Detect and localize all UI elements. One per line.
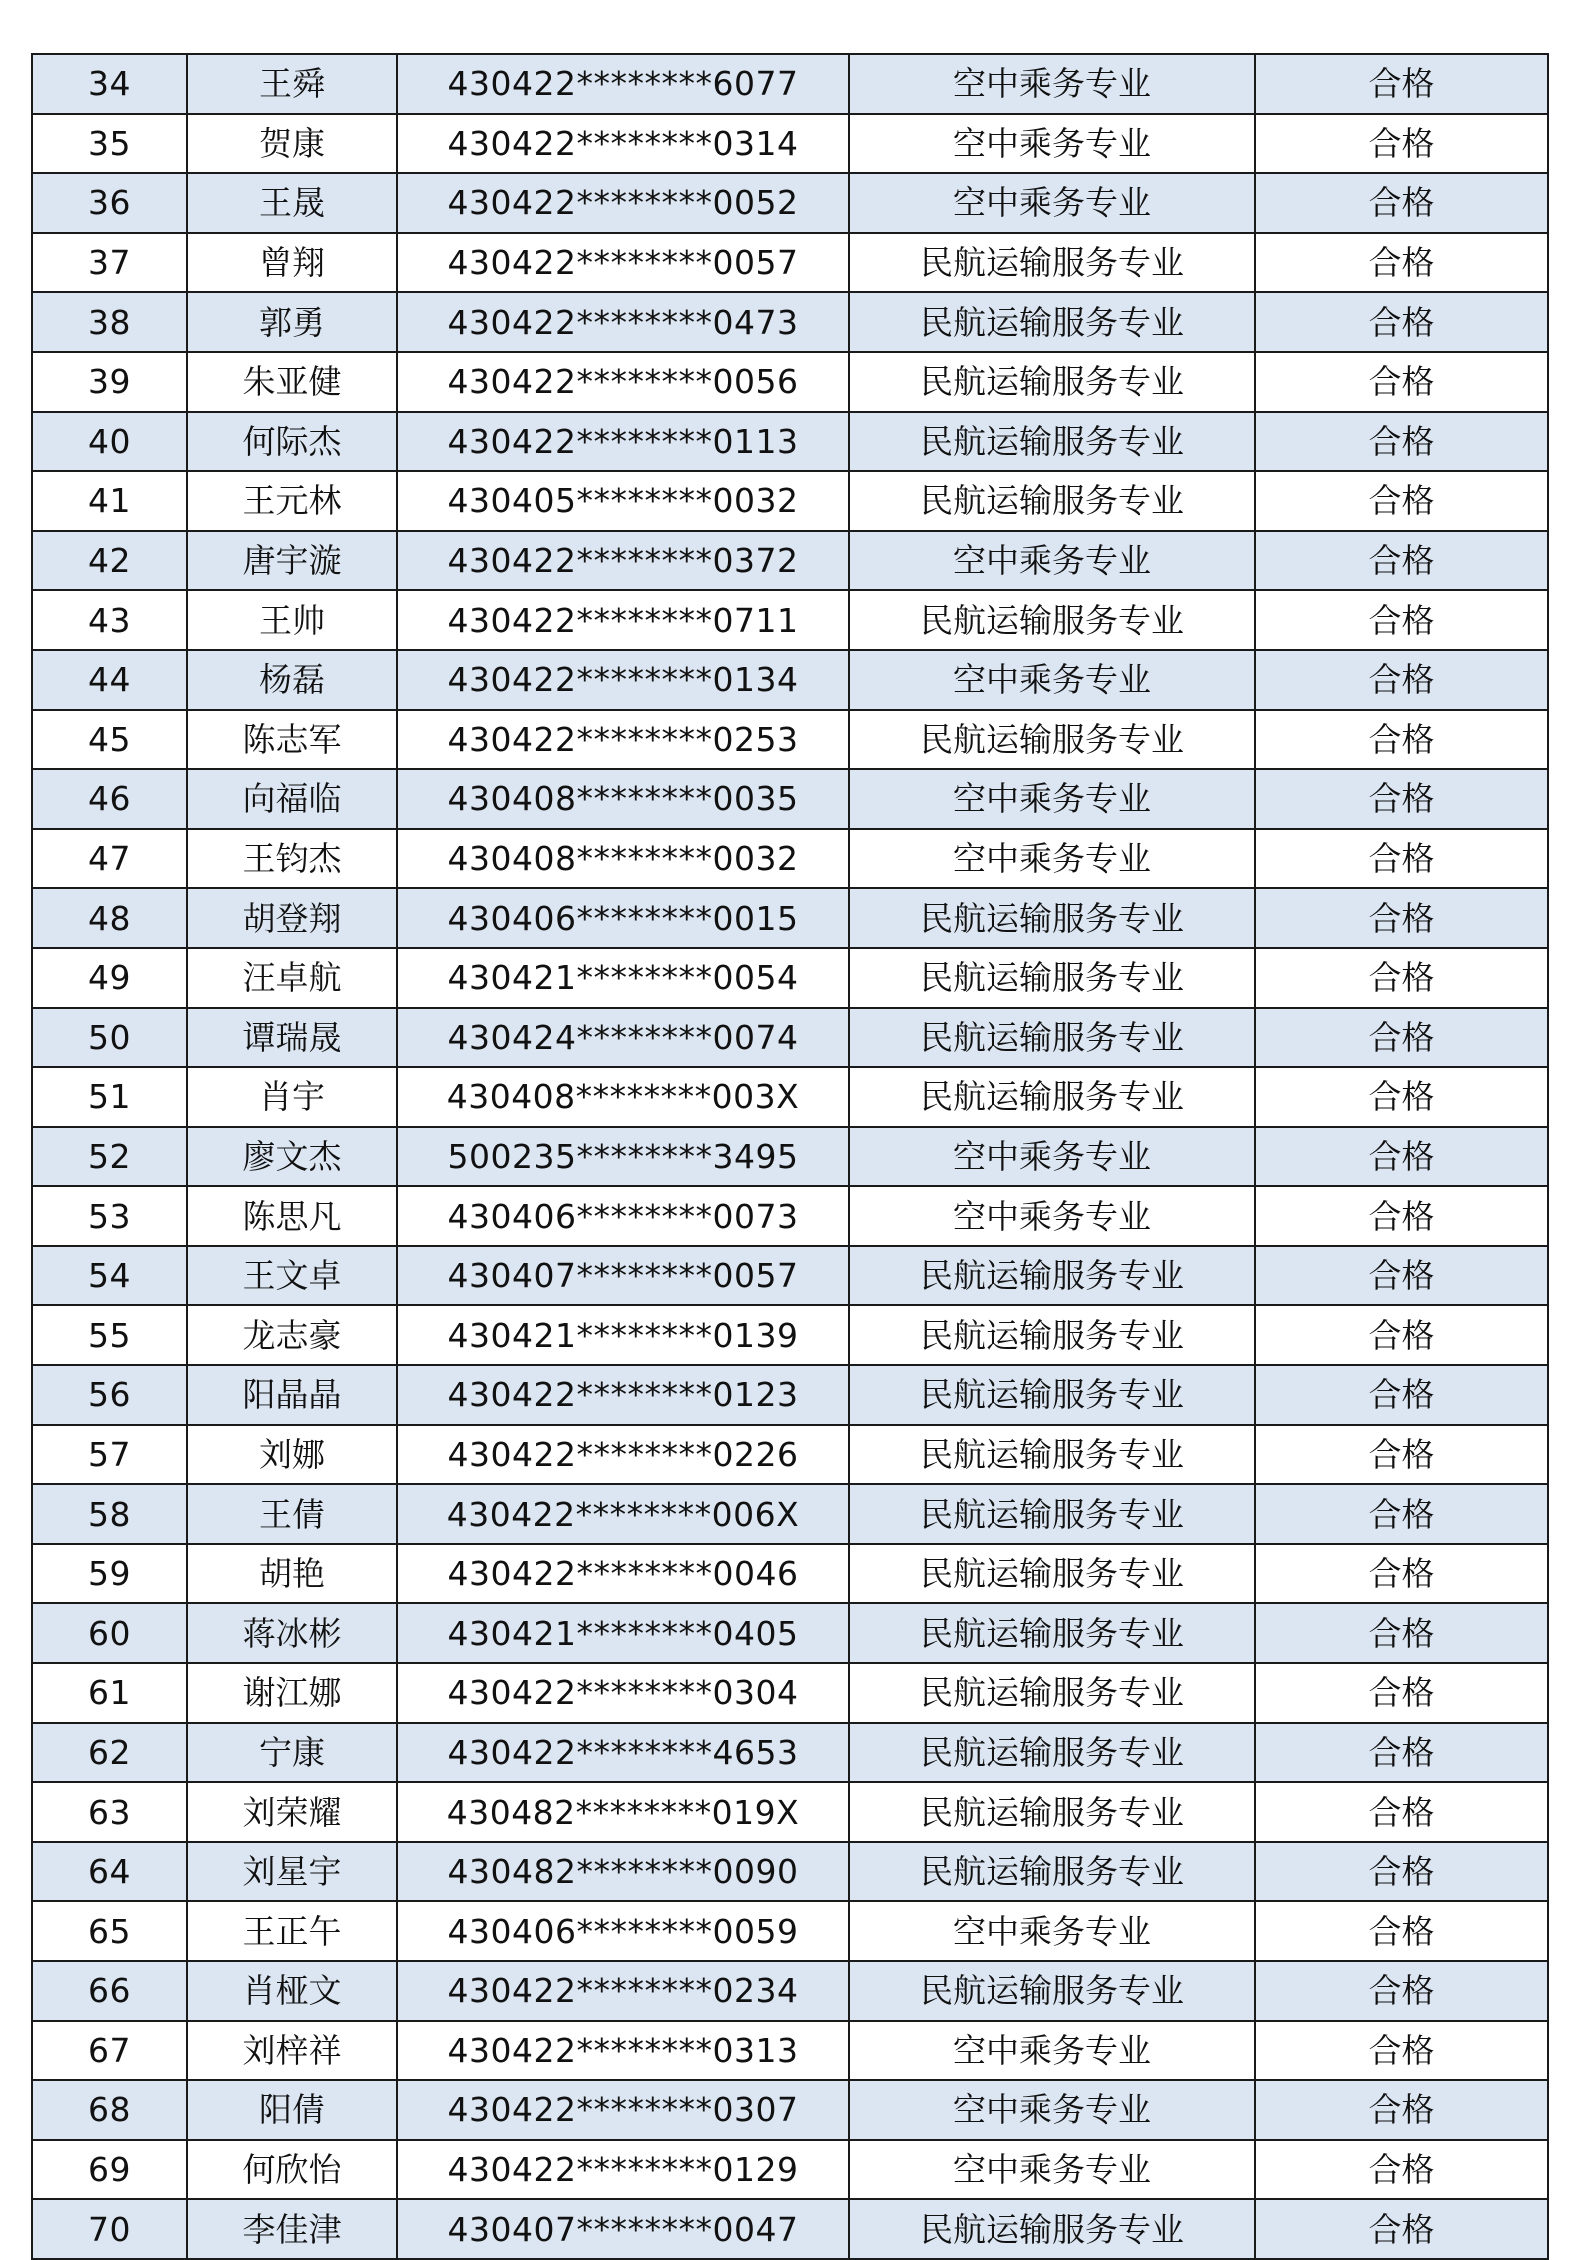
cell-id-number: 430406********0015: [397, 888, 849, 948]
cell-number: 55: [32, 1305, 187, 1365]
cell-result: 合格: [1255, 829, 1548, 889]
cell-result: 合格: [1255, 1544, 1548, 1604]
cell-id-number: 430422********0314: [397, 114, 849, 174]
cell-result: 合格: [1255, 948, 1548, 1008]
cell-id-number: 430482********019X: [397, 1782, 849, 1842]
cell-name: 廖文杰: [187, 1127, 397, 1187]
cell-id-number: 430422********0134: [397, 650, 849, 710]
cell-id-number: 430422********0234: [397, 1961, 849, 2021]
table-row: [32, 2140, 1548, 2200]
cell-major: 空中乘务专业: [849, 2021, 1255, 2081]
cell-major: 空中乘务专业: [849, 531, 1255, 591]
cell-name: 何际杰: [187, 412, 397, 472]
table-row: [32, 1305, 1548, 1365]
cell-id-number: 430422********0304: [397, 1663, 849, 1723]
cell-major: 空中乘务专业: [849, 2140, 1255, 2200]
cell-result: 合格: [1255, 352, 1548, 412]
table-row: [32, 54, 1548, 114]
cell-name: 阳晶晶: [187, 1365, 397, 1425]
cell-major: 民航运输服务专业: [849, 1603, 1255, 1663]
cell-number: 69: [32, 2140, 187, 2200]
cell-name: 王钧杰: [187, 829, 397, 889]
cell-id-number: 430422********0711: [397, 590, 849, 650]
cell-id-number: 430422********0313: [397, 2021, 849, 2081]
cell-number: 56: [32, 1365, 187, 1425]
cell-result: 合格: [1255, 1842, 1548, 1902]
cell-number: 50: [32, 1008, 187, 1068]
table-row: [32, 352, 1548, 412]
cell-major: 民航运输服务专业: [849, 948, 1255, 1008]
cell-number: 48: [32, 888, 187, 948]
table-row: [32, 1246, 1548, 1306]
table-row: [32, 1425, 1548, 1485]
table-row: [32, 2080, 1548, 2140]
cell-id-number: 430421********0139: [397, 1305, 849, 1365]
cell-number: 49: [32, 948, 187, 1008]
table-row: [32, 710, 1548, 770]
cell-major: 民航运输服务专业: [849, 352, 1255, 412]
cell-number: 70: [32, 2199, 187, 2259]
table-row: [32, 1961, 1548, 2021]
cell-name: 王文卓: [187, 1246, 397, 1306]
cell-number: 47: [32, 829, 187, 889]
cell-result: 合格: [1255, 769, 1548, 829]
cell-result: 合格: [1255, 531, 1548, 591]
cell-id-number: 430422********0253: [397, 710, 849, 770]
cell-major: 民航运输服务专业: [849, 1961, 1255, 2021]
cell-major: 民航运输服务专业: [849, 710, 1255, 770]
cell-result: 合格: [1255, 1603, 1548, 1663]
cell-result: 合格: [1255, 2021, 1548, 2081]
cell-name: 肖宇: [187, 1067, 397, 1127]
cell-result: 合格: [1255, 1782, 1548, 1842]
cell-number: 41: [32, 471, 187, 531]
cell-number: 34: [32, 54, 187, 114]
table-row: [32, 1842, 1548, 1902]
table-row: [32, 292, 1548, 352]
cell-major: 民航运输服务专业: [849, 233, 1255, 293]
cell-major: 空中乘务专业: [849, 114, 1255, 174]
cell-number: 44: [32, 650, 187, 710]
table-row: [32, 2199, 1548, 2259]
cell-major: 空中乘务专业: [849, 2080, 1255, 2140]
cell-major: 民航运输服务专业: [849, 1246, 1255, 1306]
cell-number: 63: [32, 1782, 187, 1842]
cell-result: 合格: [1255, 2199, 1548, 2259]
cell-name: 曾翔: [187, 233, 397, 293]
cell-name: 刘荣耀: [187, 1782, 397, 1842]
cell-result: 合格: [1255, 412, 1548, 472]
cell-number: 61: [32, 1663, 187, 1723]
cell-id-number: 430422********0052: [397, 173, 849, 233]
cell-name: 杨磊: [187, 650, 397, 710]
cell-major: 民航运输服务专业: [849, 1008, 1255, 1068]
cell-major: 民航运输服务专业: [849, 590, 1255, 650]
cell-result: 合格: [1255, 1008, 1548, 1068]
cell-id-number: 430408********003X: [397, 1067, 849, 1127]
cell-name: 王元林: [187, 471, 397, 531]
cell-id-number: 430422********0113: [397, 412, 849, 472]
cell-result: 合格: [1255, 1901, 1548, 1961]
cell-name: 宁康: [187, 1723, 397, 1783]
cell-number: 43: [32, 590, 187, 650]
cell-major: 民航运输服务专业: [849, 292, 1255, 352]
cell-number: 52: [32, 1127, 187, 1187]
cell-major: 民航运输服务专业: [849, 1782, 1255, 1842]
cell-id-number: 430406********0059: [397, 1901, 849, 1961]
cell-result: 合格: [1255, 888, 1548, 948]
cell-number: 66: [32, 1961, 187, 2021]
cell-number: 35: [32, 114, 187, 174]
cell-result: 合格: [1255, 650, 1548, 710]
cell-name: 汪卓航: [187, 948, 397, 1008]
table-row: [32, 114, 1548, 174]
cell-name: 肖桠文: [187, 1961, 397, 2021]
table-row: [32, 1663, 1548, 1723]
table-row: [32, 173, 1548, 233]
cell-result: 合格: [1255, 114, 1548, 174]
cell-major: 空中乘务专业: [849, 1901, 1255, 1961]
results-table-body: [32, 54, 1548, 2259]
cell-name: 何欣怡: [187, 2140, 397, 2200]
results-table: [31, 53, 1549, 2260]
cell-result: 合格: [1255, 1484, 1548, 1544]
cell-name: 谢江娜: [187, 1663, 397, 1723]
cell-major: 空中乘务专业: [849, 1186, 1255, 1246]
cell-id-number: 500235********3495: [397, 1127, 849, 1187]
cell-name: 刘梓祥: [187, 2021, 397, 2081]
cell-id-number: 430424********0074: [397, 1008, 849, 1068]
table-row: [32, 2021, 1548, 2081]
cell-number: 65: [32, 1901, 187, 1961]
cell-id-number: 430406********0073: [397, 1186, 849, 1246]
table-row: [32, 769, 1548, 829]
cell-number: 67: [32, 2021, 187, 2081]
cell-major: 空中乘务专业: [849, 829, 1255, 889]
cell-number: 42: [32, 531, 187, 591]
table-row: [32, 1901, 1548, 1961]
table-row: [32, 1008, 1548, 1068]
cell-id-number: 430407********0047: [397, 2199, 849, 2259]
table-row: [32, 1544, 1548, 1604]
cell-number: 57: [32, 1425, 187, 1485]
cell-id-number: 430421********0405: [397, 1603, 849, 1663]
cell-major: 空中乘务专业: [849, 650, 1255, 710]
cell-name: 胡艳: [187, 1544, 397, 1604]
table-row: [32, 1067, 1548, 1127]
table-row: [32, 471, 1548, 531]
cell-name: 龙志豪: [187, 1305, 397, 1365]
cell-id-number: 430422********0129: [397, 2140, 849, 2200]
cell-result: 合格: [1255, 292, 1548, 352]
cell-result: 合格: [1255, 1127, 1548, 1187]
table-row: [32, 531, 1548, 591]
cell-id-number: 430422********0226: [397, 1425, 849, 1485]
cell-id-number: 430421********0054: [397, 948, 849, 1008]
cell-number: 51: [32, 1067, 187, 1127]
table-row: [32, 1723, 1548, 1783]
cell-result: 合格: [1255, 1425, 1548, 1485]
cell-name: 陈思凡: [187, 1186, 397, 1246]
cell-number: 39: [32, 352, 187, 412]
cell-result: 合格: [1255, 2080, 1548, 2140]
cell-major: 民航运输服务专业: [849, 1842, 1255, 1902]
cell-id-number: 430408********0032: [397, 829, 849, 889]
cell-name: 刘星宇: [187, 1842, 397, 1902]
cell-id-number: 430422********0057: [397, 233, 849, 293]
cell-number: 62: [32, 1723, 187, 1783]
cell-name: 唐宇漩: [187, 531, 397, 591]
cell-id-number: 430422********0056: [397, 352, 849, 412]
cell-major: 民航运输服务专业: [849, 1067, 1255, 1127]
cell-result: 合格: [1255, 710, 1548, 770]
cell-result: 合格: [1255, 1663, 1548, 1723]
cell-id-number: 430422********006X: [397, 1484, 849, 1544]
cell-number: 36: [32, 173, 187, 233]
cell-name: 王帅: [187, 590, 397, 650]
cell-name: 王舜: [187, 54, 397, 114]
cell-name: 贺康: [187, 114, 397, 174]
cell-number: 68: [32, 2080, 187, 2140]
cell-major: 民航运输服务专业: [849, 471, 1255, 531]
cell-major: 空中乘务专业: [849, 173, 1255, 233]
table-row: [32, 888, 1548, 948]
cell-result: 合格: [1255, 173, 1548, 233]
cell-name: 王倩: [187, 1484, 397, 1544]
table-row: [32, 1782, 1548, 1842]
cell-number: 45: [32, 710, 187, 770]
cell-major: 空中乘务专业: [849, 1127, 1255, 1187]
cell-name: 刘娜: [187, 1425, 397, 1485]
cell-major: 民航运输服务专业: [849, 888, 1255, 948]
cell-result: 合格: [1255, 1246, 1548, 1306]
cell-major: 民航运输服务专业: [849, 412, 1255, 472]
table-row: [32, 1484, 1548, 1544]
cell-name: 陈志军: [187, 710, 397, 770]
cell-id-number: 430422********0123: [397, 1365, 849, 1425]
cell-result: 合格: [1255, 1961, 1548, 2021]
cell-major: 民航运输服务专业: [849, 1425, 1255, 1485]
table-row: [32, 1127, 1548, 1187]
cell-number: 60: [32, 1603, 187, 1663]
table-row: [32, 233, 1548, 293]
table-row: [32, 829, 1548, 889]
cell-id-number: 430422********0046: [397, 1544, 849, 1604]
cell-name: 蒋冰彬: [187, 1603, 397, 1663]
cell-id-number: 430422********6077: [397, 54, 849, 114]
cell-number: 59: [32, 1544, 187, 1604]
cell-major: 民航运输服务专业: [849, 1544, 1255, 1604]
cell-number: 38: [32, 292, 187, 352]
cell-result: 合格: [1255, 1305, 1548, 1365]
cell-major: 民航运输服务专业: [849, 1305, 1255, 1365]
cell-number: 54: [32, 1246, 187, 1306]
cell-number: 37: [32, 233, 187, 293]
cell-number: 58: [32, 1484, 187, 1544]
cell-major: 民航运输服务专业: [849, 1723, 1255, 1783]
cell-id-number: 430482********0090: [397, 1842, 849, 1902]
cell-name: 朱亚健: [187, 352, 397, 412]
cell-id-number: 430422********0307: [397, 2080, 849, 2140]
cell-major: 空中乘务专业: [849, 769, 1255, 829]
cell-name: 胡登翔: [187, 888, 397, 948]
cell-name: 阳倩: [187, 2080, 397, 2140]
cell-number: 40: [32, 412, 187, 472]
cell-name: 谭瑞晟: [187, 1008, 397, 1068]
cell-id-number: 430422********0473: [397, 292, 849, 352]
cell-number: 64: [32, 1842, 187, 1902]
cell-result: 合格: [1255, 1186, 1548, 1246]
cell-id-number: 430408********0035: [397, 769, 849, 829]
table-row: [32, 412, 1548, 472]
cell-result: 合格: [1255, 2140, 1548, 2200]
cell-result: 合格: [1255, 1365, 1548, 1425]
cell-id-number: 430407********0057: [397, 1246, 849, 1306]
cell-id-number: 430405********0032: [397, 471, 849, 531]
cell-id-number: 430422********4653: [397, 1723, 849, 1783]
cell-result: 合格: [1255, 1067, 1548, 1127]
cell-result: 合格: [1255, 590, 1548, 650]
cell-major: 民航运输服务专业: [849, 1365, 1255, 1425]
cell-name: 向福临: [187, 769, 397, 829]
table-row: [32, 1186, 1548, 1246]
cell-name: 郭勇: [187, 292, 397, 352]
cell-name: 王晟: [187, 173, 397, 233]
cell-name: 李佳津: [187, 2199, 397, 2259]
cell-result: 合格: [1255, 1723, 1548, 1783]
cell-id-number: 430422********0372: [397, 531, 849, 591]
cell-result: 合格: [1255, 233, 1548, 293]
table-row: [32, 1603, 1548, 1663]
cell-major: 民航运输服务专业: [849, 1484, 1255, 1544]
table-row: [32, 590, 1548, 650]
cell-major: 民航运输服务专业: [849, 1663, 1255, 1723]
cell-number: 46: [32, 769, 187, 829]
cell-name: 王正午: [187, 1901, 397, 1961]
table-row: [32, 650, 1548, 710]
cell-major: 民航运输服务专业: [849, 2199, 1255, 2259]
cell-result: 合格: [1255, 471, 1548, 531]
table-row: [32, 948, 1548, 1008]
cell-major: 空中乘务专业: [849, 54, 1255, 114]
cell-number: 53: [32, 1186, 187, 1246]
table-row: [32, 1365, 1548, 1425]
cell-result: 合格: [1255, 54, 1548, 114]
